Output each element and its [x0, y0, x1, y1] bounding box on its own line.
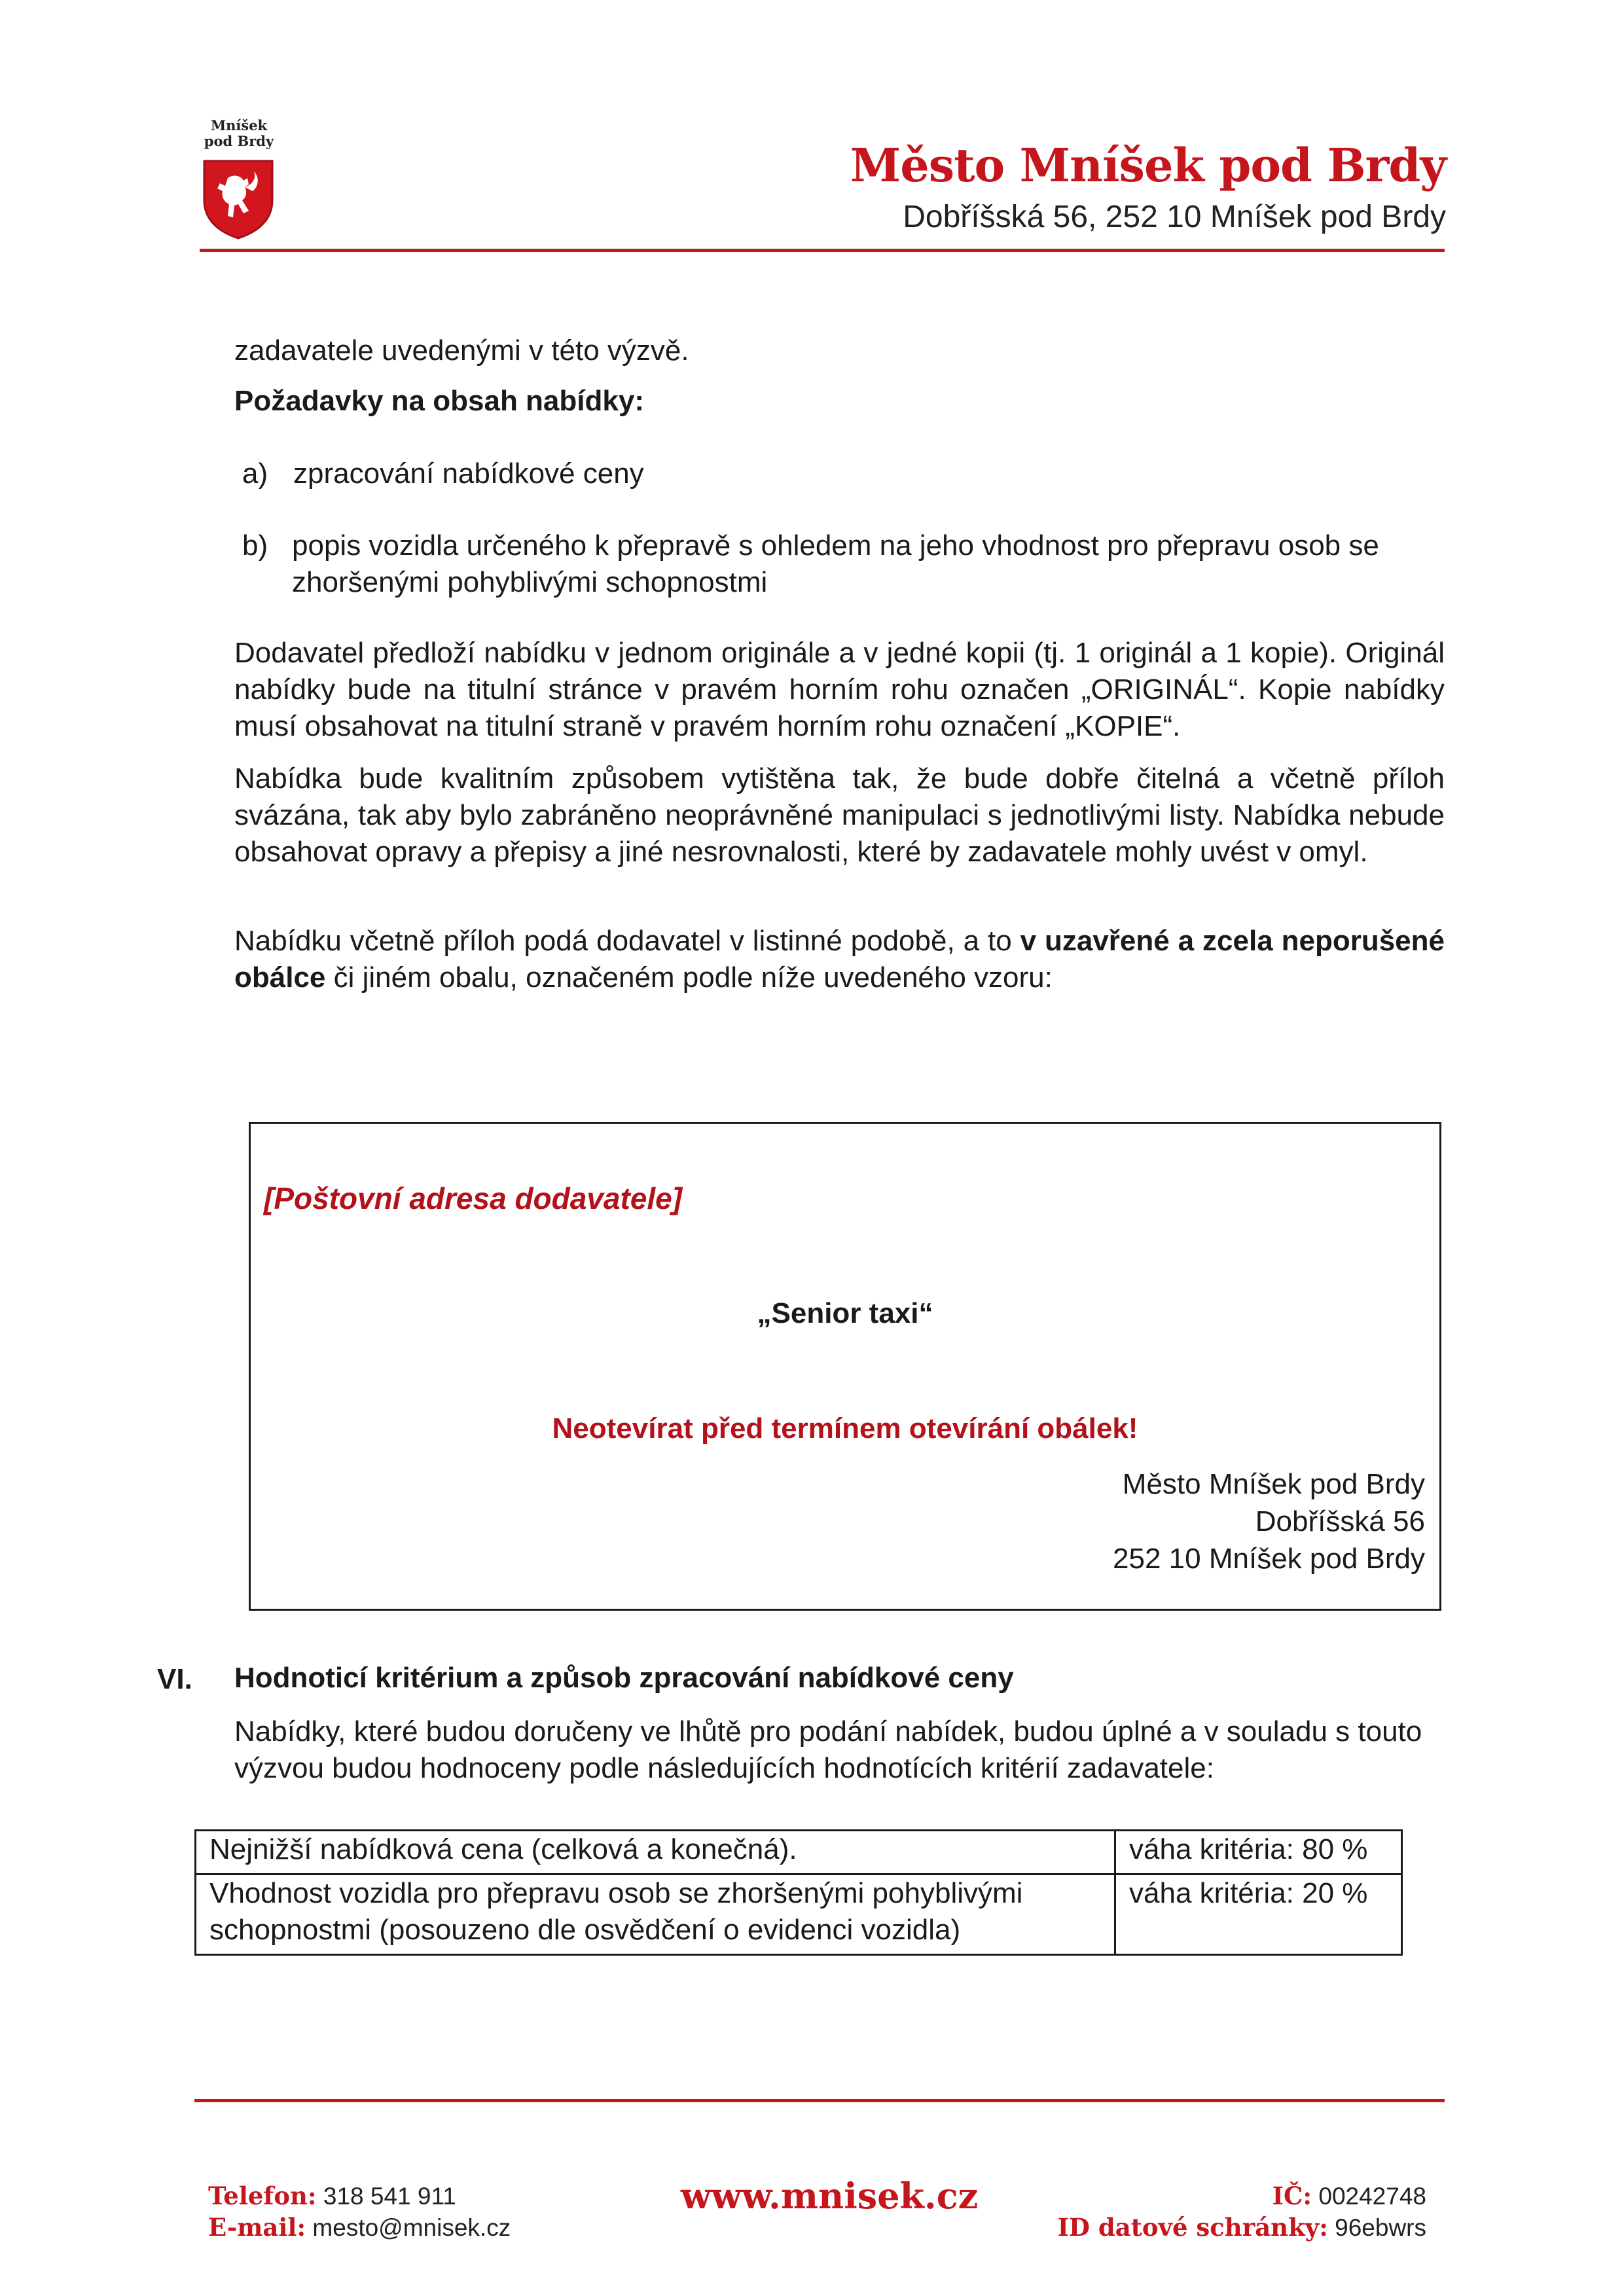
city-address: Dobříšská 56, 252 10 Mníšek pod Brdy: [903, 200, 1446, 234]
recipient-line: Dobříšská 56: [1255, 1505, 1425, 1537]
website-link[interactable]: www.mnisek.cz: [681, 2175, 979, 2217]
list-text: zpracování nabídkové ceny: [293, 457, 644, 490]
criteria-table: [194, 1829, 1403, 1956]
footer-divider: [194, 2099, 1445, 2102]
table-row: [196, 1831, 1402, 1874]
criterion-weight: váha kritéria: 20 %: [1115, 1874, 1402, 1955]
section-title: Hodnoticí kritérium a způsob zpracování nabídkové ceny: [234, 1662, 1014, 1694]
submission-text: Nabídku včetně příloh podá dodavatel v listinné podobě, a to: [234, 925, 1020, 957]
footer-phone: [208, 2179, 456, 2213]
paragraph-continuation: zadavatele uvedenými v této výzvě.: [234, 334, 689, 367]
recipient-line: 252 10 Mníšek pod Brdy: [1113, 1543, 1425, 1575]
list-marker: a): [242, 457, 268, 490]
header-divider: [200, 249, 1445, 252]
envelope-sender: [Poštovní adresa dodavatele]: [264, 1181, 683, 1215]
criterion-weight: váha kritéria: 80 %: [1115, 1831, 1402, 1874]
footer-ic: [1272, 2179, 1426, 2213]
footer-email: [208, 2211, 511, 2244]
list-marker: b): [242, 529, 268, 562]
recipient-line: Město Mníšek pod Brdy: [1122, 1468, 1425, 1500]
databox-label: ID datové schránky:: [1057, 2213, 1328, 2242]
paragraph-quality: Nabídka bude kvalitním způsobem vytištěna tak, že bude dobře čitelná a včetně příloh svázána, tak aby bylo zabráněno neoprávněné manipulaci s jednotlivými listy. Nabídka nebude obsahovat opravy a přepisy a jiné nesrovnalosti, které by zadavatele mohly uvést v omyl.: [234, 762, 1445, 868]
email-label: E-mail:: [208, 2213, 306, 2242]
databox-value: 96ebwrs: [1335, 2214, 1426, 2241]
paragraph-copies: Dodavatel předloží nabídku v jednom originále a v jedné kopii (tj. 1 originál a 1 kopie). Originál nabídky bude na titulní stránce v pravém horním rohu označen „ORIGINÁL“. Kopie nabídky musí obsahovat na titulní straně v pravém horním rohu označení „KOPIE“.: [234, 637, 1445, 742]
table-row: [196, 1874, 1402, 1955]
section-number: VI.: [157, 1663, 192, 1695]
paragraph-submission: [234, 923, 1445, 996]
section-intro: Nabídky, které budou doručeny ve lhůtě pro podání nabídek, budou úplné a v souladu s touto výzvou budou hodnoceny podle následujících hodnotících kritérií zadavatele:: [234, 1715, 1422, 1784]
ic-label: IČ:: [1272, 2181, 1312, 2210]
submission-emphasis: v uzavřené a zcela neporušené obálce: [234, 925, 1445, 994]
city-logo: [196, 118, 281, 249]
envelope-warning: Neotevírat před termínem otevírání obálek!: [552, 1412, 1138, 1444]
requirements-heading: Požadavky na obsah nabídky:: [234, 385, 644, 417]
phone-value[interactable]: 318 541 911: [323, 2183, 456, 2210]
envelope-sample-box: [249, 1122, 1441, 1611]
email-link[interactable]: mesto@mnisek.cz: [312, 2214, 511, 2241]
footer-databox: [1058, 2211, 1426, 2244]
envelope-recipient: [1113, 1465, 1425, 1577]
criterion-name: Nejnižší nabídková cena (celková a konečná).: [196, 1831, 1115, 1874]
phone-label: Telefon:: [208, 2181, 317, 2210]
ic-value: 00242748: [1318, 2183, 1426, 2210]
submission-text-end: či jiném obalu, označeném podle níže uvedeného vzoru:: [325, 961, 1053, 994]
city-name: Město Mníšek pod Brdy: [850, 138, 1446, 192]
logo-text: Mníšek pod Brdy: [204, 117, 274, 149]
criterion-name: Vhodnost vozidla pro přepravu osob se zhoršenými pohyblivými schopnostmi (posouzeno dle osvědčení o evidenci vozidla): [196, 1874, 1115, 1955]
list-text: popis vozidla určeného k přepravě s ohledem na jeho vhodnost pro přepravu osob se zhoršenými pohyblivými schopnostmi: [292, 529, 1379, 598]
envelope-subject: „Senior taxi“: [757, 1297, 933, 1329]
coat-of-arms-lion-icon: [202, 158, 275, 240]
